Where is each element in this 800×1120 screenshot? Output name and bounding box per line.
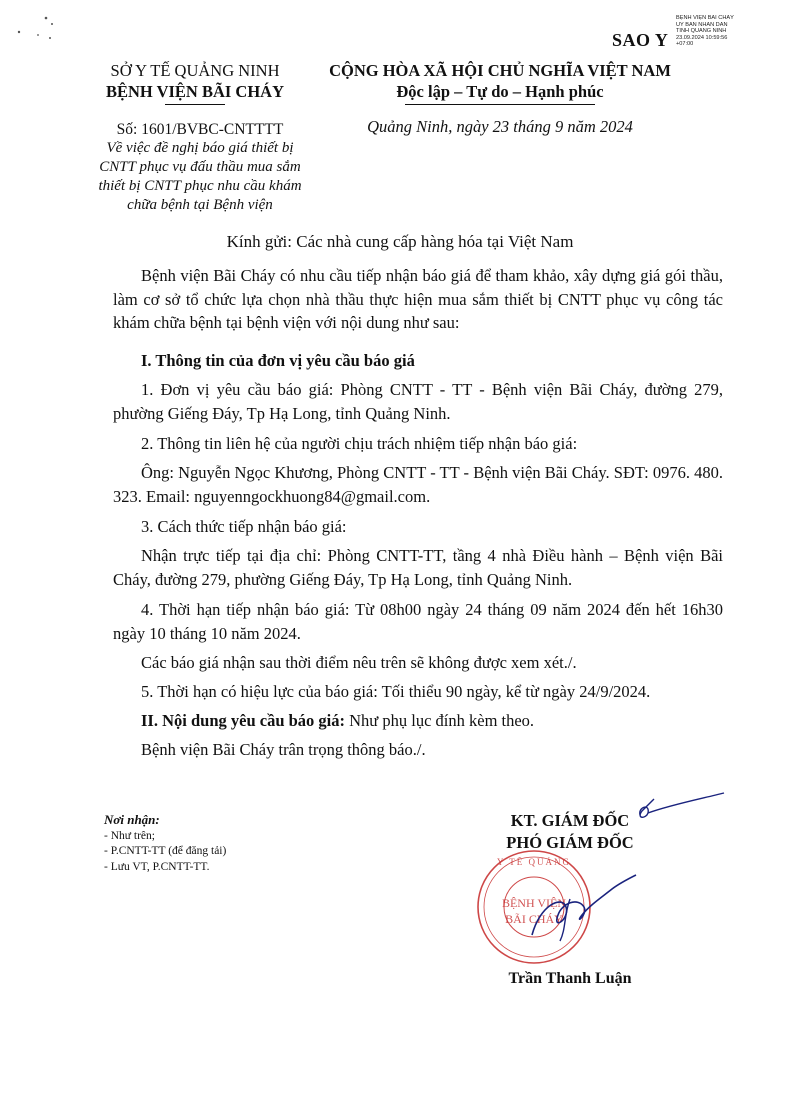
signature-line: BỆNH VIỆN BÃI CHÁY (676, 15, 734, 21)
item-5-paragraph: 5. Thời hạn có hiệu lực của báo giá: Tối thiểu 90 ngày, kể từ ngày 24/9/2024. (141, 682, 651, 701)
section-2-text: Như phụ lục đính kèm theo. (345, 711, 535, 730)
document-number: Số: 1601/BVBC-CNTTTT (116, 121, 284, 138)
item-2-detail: Ông: Nguyễn Ngọc Khương, Phòng CNTT - TT - Bệnh viện Bãi Cháy. SĐT: 0976. 480. 323. Email: nguyenngockhuong84@gmail.com. (113, 463, 723, 506)
scan-marks (4, 4, 64, 44)
recipient-line: Kính gửi: Các nhà cung cấp hàng hóa tại Việt Nam (226, 232, 574, 251)
section-2-paragraph (113, 709, 723, 733)
item-1-paragraph: 1. Đơn vị yêu cầu báo giá: Phòng CNTT - TT - Bệnh viện Bãi Cháy, đường 279, phường Giếng Đáy, Tp Hạ Long, tỉnh Quảng Ninh. (113, 380, 723, 423)
signature-line: 23.09.2024 10:59:56 (676, 34, 728, 41)
closing-paragraph: Bệnh viện Bãi Cháy trân trọng thông báo./. (141, 740, 426, 759)
official-stamp (462, 845, 638, 975)
section-1-title: I. Thông tin của đơn vị yêu cầu báo giá (141, 351, 415, 370)
authority-name: SỞ Y TẾ QUẢNG NINH (110, 61, 280, 80)
document-subject: Về việc đề nghị báo giá thiết bị CNTT phục vụ đấu thầu mua sắm thiết bị CNTT phục nhu cầu khám chữa bệnh tại Bệnh viện (98, 140, 302, 213)
header-underline (165, 104, 225, 105)
signature-line: TỈNH QUẢNG NINH (676, 28, 727, 35)
signature-line: +07:00 (676, 41, 694, 48)
signature-line: ỦY BAN NHÂN DÂN (676, 21, 728, 28)
intro-paragraph: Bệnh viện Bãi Cháy có nhu cầu tiếp nhận báo giá để tham khảo, xây dựng giá gói thầu, làm cơ sở tổ chức lựa chọn nhà thầu thực hiện mua sắm thiết bị CNTT phục vụ công tác khám chữa bệnh tại bệnh viện với nội dung như sau: (113, 266, 723, 332)
stamp-center-line-2: BÃI CHÁY (505, 912, 563, 926)
section-2-title: II. Nội dung yêu cầu báo giá: (141, 711, 346, 730)
recipient-item: - Như trên; (104, 829, 155, 842)
nation-title: CỘNG HÒA XÃ HỘI CHỦ NGHĨA VIỆT NAM (329, 61, 671, 80)
copy-mark-label: SAO Y (612, 30, 669, 50)
item-4-paragraph: 4. Thời hạn tiếp nhận báo giá: Từ 08h00 ngày 24 tháng 09 năm 2024 đến hết 16h30 ngày 10 tháng 10 năm 2024. (113, 600, 723, 643)
item-3-detail: Nhận trực tiếp tại địa chỉ: Phòng CNTT-TT, tầng 4 nhà Điều hành – Bệnh viện Bãi Cháy, đường 279, phường Giếng Đáy, Tp Hạ Long, tỉnh Quảng Ninh. (113, 546, 723, 589)
place-and-date: Quảng Ninh, ngày 23 tháng 9 năm 2024 (367, 117, 633, 136)
recipients-title: Nơi nhận: (104, 812, 160, 827)
recipients-list (104, 812, 364, 875)
item-3-paragraph: 3. Cách thức tiếp nhận báo giá: (141, 517, 347, 536)
sign-title-2: PHÓ GIÁM ĐỐC (506, 833, 634, 852)
issuing-authority-block (90, 60, 300, 105)
initial-mark (620, 785, 730, 835)
national-motto: Độc lập – Tự do – Hạnh phúc (396, 82, 604, 101)
signer-name: Trần Thanh Luận (508, 970, 632, 987)
recipient-item: - Lưu VT, P.CNTT-TT. (104, 860, 210, 873)
sign-title-1: KT. GIÁM ĐỐC (510, 811, 630, 830)
national-header-block (320, 60, 680, 105)
stamp-ring-text: Y TẾ QUẢNG (497, 857, 571, 867)
item-2-paragraph: 2. Thông tin liên hệ của người chịu trách nhiệm tiếp nhận báo giá: (141, 434, 578, 453)
stamp-center-line-1: BỆNH VIỆN (501, 896, 567, 910)
recipient-item: - P.CNTT-TT (để đăng tải) (104, 845, 227, 857)
item-4-note: Các báo giá nhận sau thời điểm nêu trên sẽ không được xem xét./. (141, 653, 577, 672)
digital-signature-info (676, 15, 796, 48)
motto-underline (405, 104, 595, 105)
organization-name: BỆNH VIỆN BÃI CHÁY (105, 82, 285, 101)
